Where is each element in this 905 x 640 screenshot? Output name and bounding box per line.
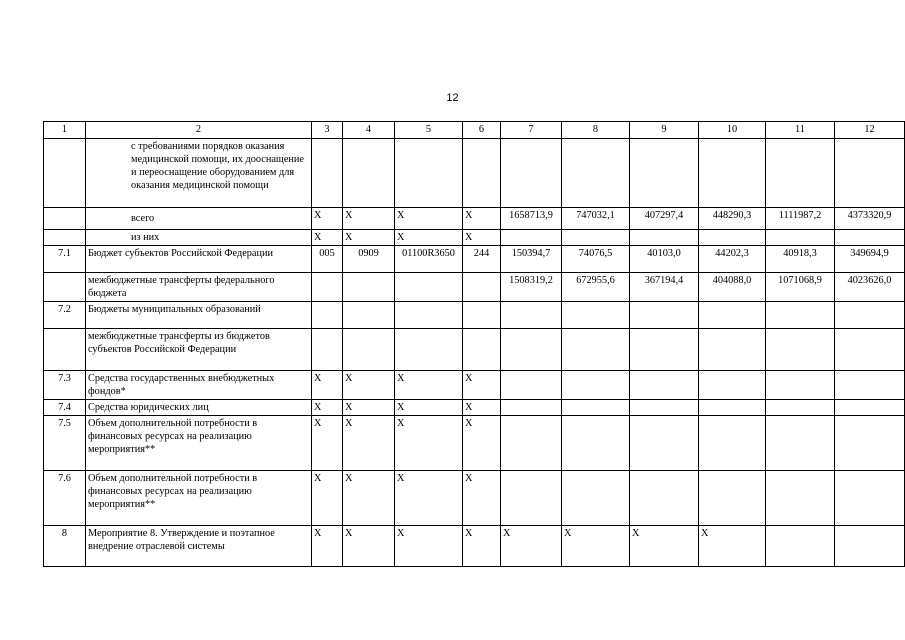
value-cell-col-12 — [835, 526, 905, 567]
table-row — [44, 416, 905, 471]
value-cell-col-4 — [343, 302, 395, 329]
value-cell-col-4 — [343, 329, 395, 371]
value-cell-col-5: Х — [395, 208, 463, 230]
row-description-cell: Объем дополнительной потребности в финансовых ресурсах на реализацию мероприятия** — [86, 471, 312, 526]
budget-table — [43, 121, 905, 567]
row-description-cell: межбюджетные трансферты федерального бюджета — [86, 273, 312, 302]
value-cell-col-9 — [630, 416, 699, 471]
row-description-cell: из них — [86, 230, 312, 246]
header-cell: 5 — [395, 122, 463, 139]
value-cell-col-4: Х — [343, 371, 395, 400]
value-cell-col-12: 4023626,0 — [835, 273, 905, 302]
value-cell-col-11 — [766, 371, 835, 400]
value-cell-col-12 — [835, 329, 905, 371]
value-cell-col-8 — [562, 302, 630, 329]
value-cell-col-5: Х — [395, 230, 463, 246]
value-cell-col-12 — [835, 471, 905, 526]
value-cell-col-7: 1658713,9 — [501, 208, 562, 230]
value-cell-col-7 — [501, 230, 562, 246]
value-cell-col-10 — [699, 371, 766, 400]
header-cell: 9 — [630, 122, 699, 139]
row-description-cell: межбюджетные трансферты из бюджетов субъектов Российской Федерации — [86, 329, 312, 371]
table-row — [44, 302, 905, 329]
value-cell-col-7 — [501, 329, 562, 371]
value-cell-col-8 — [562, 400, 630, 416]
value-cell-col-11 — [766, 471, 835, 526]
value-cell-col-3: Х — [312, 400, 343, 416]
table-row — [44, 526, 905, 567]
row-number-cell — [44, 273, 86, 302]
value-cell-col-3: Х — [312, 471, 343, 526]
value-cell-col-3 — [312, 273, 343, 302]
value-cell-col-4: Х — [343, 471, 395, 526]
header-cell: 8 — [562, 122, 630, 139]
value-cell-col-10 — [699, 329, 766, 371]
row-description-cell: Объем дополнительной потребности в финансовых ресурсах на реализацию мероприятия** — [86, 416, 312, 471]
value-cell-col-8 — [562, 416, 630, 471]
table-row — [44, 230, 905, 246]
value-cell-col-6 — [463, 139, 501, 208]
value-cell-col-8 — [562, 471, 630, 526]
value-cell-col-5 — [395, 139, 463, 208]
value-cell-col-12 — [835, 302, 905, 329]
value-cell-col-6: Х — [463, 371, 501, 400]
value-cell-col-8: 672955,6 — [562, 273, 630, 302]
value-cell-col-3 — [312, 139, 343, 208]
value-cell-col-7 — [501, 471, 562, 526]
header-cell: 12 — [835, 122, 905, 139]
value-cell-col-9: Х — [630, 526, 699, 567]
header-cell: 10 — [699, 122, 766, 139]
value-cell-col-5: Х — [395, 371, 463, 400]
value-cell-col-10 — [699, 139, 766, 208]
value-cell-col-7: Х — [501, 526, 562, 567]
value-cell-col-7: 1508319,2 — [501, 273, 562, 302]
header-cell: 11 — [766, 122, 835, 139]
row-number-cell: 7.2 — [44, 302, 86, 329]
value-cell-col-3: 005 — [312, 246, 343, 273]
value-cell-col-8: Х — [562, 526, 630, 567]
table-row — [44, 139, 905, 208]
value-cell-col-5: Х — [395, 471, 463, 526]
row-description-cell: Бюджет субъектов Российской Федерации — [86, 246, 312, 273]
value-cell-col-10: 404088,0 — [699, 273, 766, 302]
header-cell: 2 — [86, 122, 312, 139]
value-cell-col-7 — [501, 400, 562, 416]
value-cell-col-8 — [562, 329, 630, 371]
value-cell-col-6 — [463, 329, 501, 371]
row-description-cell: Мероприятие 8. Утверждение и поэтапное внедрение отраслевой системы — [86, 526, 312, 567]
page-number: 12 — [446, 92, 459, 104]
value-cell-col-4 — [343, 139, 395, 208]
value-cell-col-3: Х — [312, 371, 343, 400]
value-cell-col-12 — [835, 371, 905, 400]
value-cell-col-5: Х — [395, 400, 463, 416]
value-cell-col-9 — [630, 139, 699, 208]
value-cell-col-9 — [630, 371, 699, 400]
value-cell-col-5 — [395, 302, 463, 329]
value-cell-col-3: Х — [312, 230, 343, 246]
value-cell-col-8 — [562, 230, 630, 246]
value-cell-col-3: Х — [312, 208, 343, 230]
value-cell-col-11 — [766, 526, 835, 567]
value-cell-col-4: 0909 — [343, 246, 395, 273]
value-cell-col-8 — [562, 371, 630, 400]
value-cell-col-10: Х — [699, 526, 766, 567]
value-cell-col-6: Х — [463, 400, 501, 416]
value-cell-col-6 — [463, 302, 501, 329]
row-number-cell: 7.4 — [44, 400, 86, 416]
table-row — [44, 329, 905, 371]
value-cell-col-10: 44202,3 — [699, 246, 766, 273]
row-number-cell: 7.3 — [44, 371, 86, 400]
value-cell-col-5: Х — [395, 416, 463, 471]
value-cell-col-10 — [699, 230, 766, 246]
value-cell-col-11: 40918,3 — [766, 246, 835, 273]
value-cell-col-12 — [835, 139, 905, 208]
value-cell-col-9 — [630, 230, 699, 246]
table-row — [44, 273, 905, 302]
header-cell: 7 — [501, 122, 562, 139]
table-row — [44, 246, 905, 273]
table-header-row — [44, 122, 905, 139]
header-cell: 6 — [463, 122, 501, 139]
value-cell-col-4 — [343, 273, 395, 302]
value-cell-col-5: Х — [395, 526, 463, 567]
value-cell-col-4: Х — [343, 400, 395, 416]
value-cell-col-12 — [835, 416, 905, 471]
value-cell-col-11: 1111987,2 — [766, 208, 835, 230]
value-cell-col-3 — [312, 302, 343, 329]
row-number-cell — [44, 230, 86, 246]
value-cell-col-9 — [630, 302, 699, 329]
value-cell-col-10 — [699, 400, 766, 416]
value-cell-col-9 — [630, 400, 699, 416]
value-cell-col-11 — [766, 302, 835, 329]
value-cell-col-10 — [699, 302, 766, 329]
value-cell-col-7 — [501, 139, 562, 208]
value-cell-col-6: Х — [463, 230, 501, 246]
value-cell-col-7: 150394,7 — [501, 246, 562, 273]
value-cell-col-5: 01100R3650 — [395, 246, 463, 273]
header-cell: 1 — [44, 122, 86, 139]
value-cell-col-4: Х — [343, 230, 395, 246]
value-cell-col-6: Х — [463, 416, 501, 471]
table-row — [44, 208, 905, 230]
value-cell-col-6 — [463, 273, 501, 302]
value-cell-col-11 — [766, 416, 835, 471]
value-cell-col-9 — [630, 471, 699, 526]
value-cell-col-6: Х — [463, 208, 501, 230]
value-cell-col-6: Х — [463, 526, 501, 567]
row-number-cell — [44, 208, 86, 230]
value-cell-col-9: 407297,4 — [630, 208, 699, 230]
row-description-cell: с требованиями порядков оказания медицинской помощи, их дооснащение и переоснащение оборудованием для оказания медицинской помощи — [86, 139, 312, 208]
value-cell-col-10 — [699, 471, 766, 526]
header-cell: 4 — [343, 122, 395, 139]
value-cell-col-4: Х — [343, 526, 395, 567]
value-cell-col-3: Х — [312, 416, 343, 471]
row-number-cell — [44, 329, 86, 371]
value-cell-col-8: 74076,5 — [562, 246, 630, 273]
value-cell-col-9 — [630, 329, 699, 371]
value-cell-col-5 — [395, 329, 463, 371]
row-number-cell — [44, 139, 86, 208]
value-cell-col-3 — [312, 329, 343, 371]
value-cell-col-11 — [766, 230, 835, 246]
value-cell-col-7 — [501, 371, 562, 400]
value-cell-col-11 — [766, 139, 835, 208]
header-cell: 3 — [312, 122, 343, 139]
value-cell-col-10: 448290,3 — [699, 208, 766, 230]
value-cell-col-11 — [766, 329, 835, 371]
table-row — [44, 400, 905, 416]
row-number-cell: 8 — [44, 526, 86, 567]
value-cell-col-4: Х — [343, 208, 395, 230]
value-cell-col-8 — [562, 139, 630, 208]
row-description-cell: Средства государственных внебюджетных фондов* — [86, 371, 312, 400]
row-description-cell: Средства юридических лиц — [86, 400, 312, 416]
value-cell-col-6: 244 — [463, 246, 501, 273]
value-cell-col-12: 4373320,9 — [835, 208, 905, 230]
value-cell-col-8: 747032,1 — [562, 208, 630, 230]
value-cell-col-11: 1071068,9 — [766, 273, 835, 302]
table-row — [44, 471, 905, 526]
value-cell-col-12: 349694,9 — [835, 246, 905, 273]
row-description-cell: Бюджеты муниципальных образований — [86, 302, 312, 329]
value-cell-col-7 — [501, 302, 562, 329]
value-cell-col-7 — [501, 416, 562, 471]
value-cell-col-12 — [835, 400, 905, 416]
value-cell-col-9: 367194,4 — [630, 273, 699, 302]
value-cell-col-5 — [395, 273, 463, 302]
value-cell-col-9: 40103,0 — [630, 246, 699, 273]
value-cell-col-11 — [766, 400, 835, 416]
value-cell-col-6: Х — [463, 471, 501, 526]
table-row — [44, 371, 905, 400]
row-number-cell: 7.6 — [44, 471, 86, 526]
value-cell-col-10 — [699, 416, 766, 471]
row-description-cell: всего — [86, 208, 312, 230]
value-cell-col-3: Х — [312, 526, 343, 567]
row-number-cell: 7.1 — [44, 246, 86, 273]
value-cell-col-12 — [835, 230, 905, 246]
value-cell-col-4: Х — [343, 416, 395, 471]
row-number-cell: 7.5 — [44, 416, 86, 471]
